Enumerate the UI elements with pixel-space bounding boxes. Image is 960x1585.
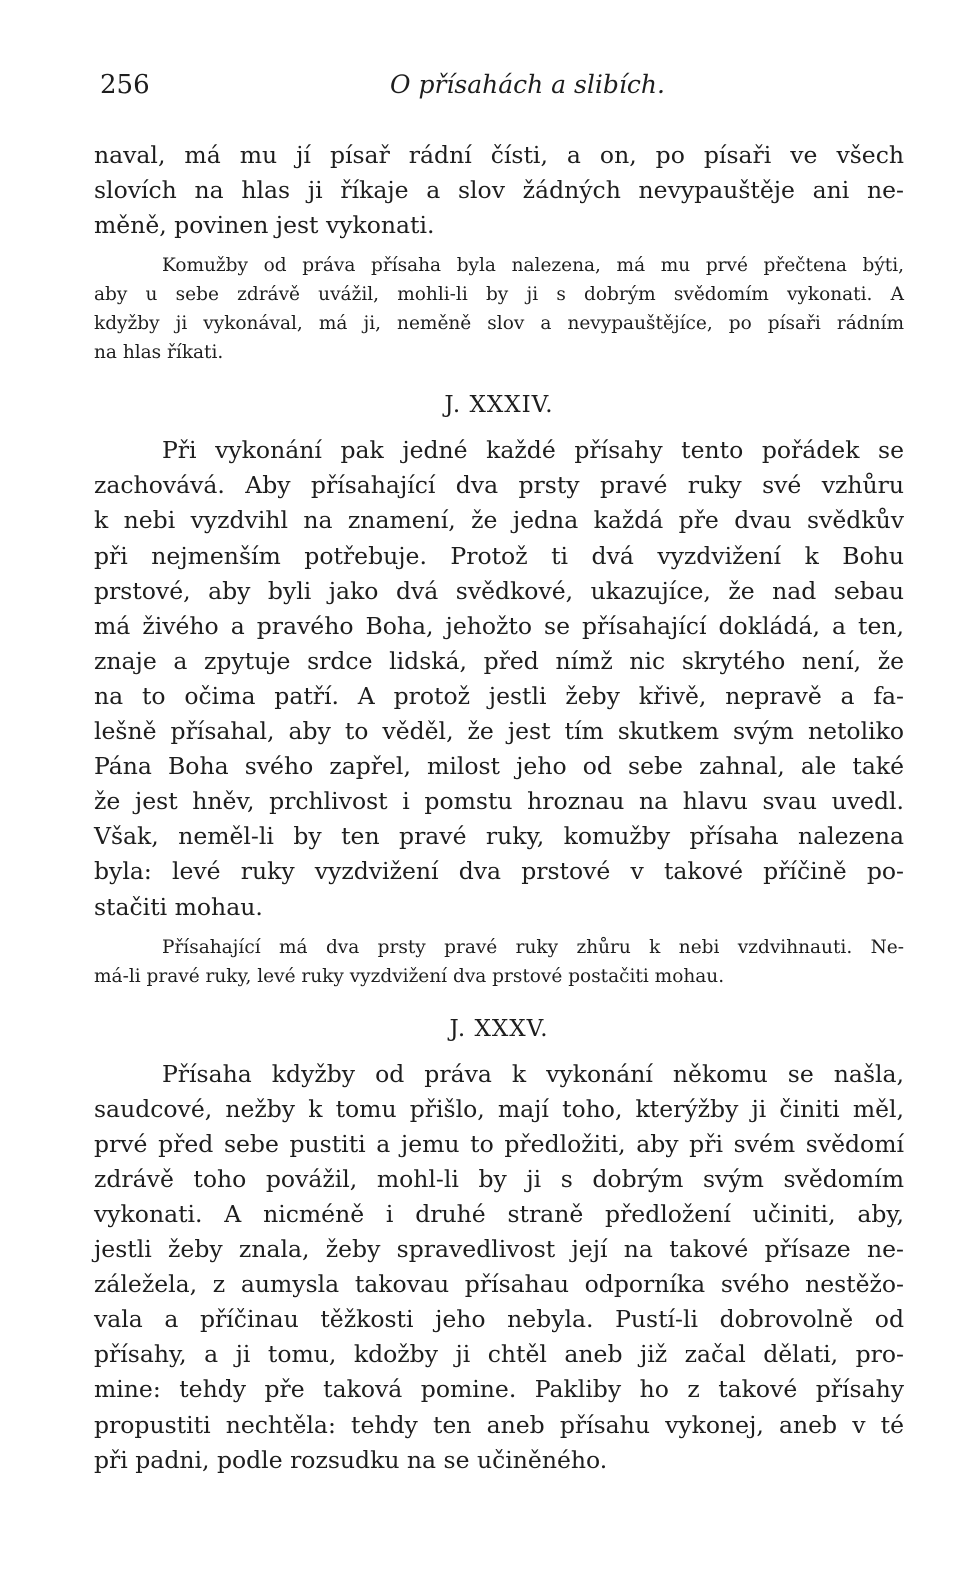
text-line: měně, povinen jest vykonati.	[94, 211, 435, 240]
text-line: Při vykonání pak jedné každé přísahy tento pořádek se	[162, 436, 904, 465]
marginal-summary	[94, 251, 904, 367]
page-header	[100, 70, 900, 110]
text-line: zdrávě toho povážil, mohl-li by ji s dobrým svým svědomím	[94, 1164, 904, 1193]
text-line: k nebi vyzdvihl na znamení, že jedna každá pře dvau svědkův	[94, 506, 904, 535]
text-line: lešně přísahal, aby to věděl, že jest tím skutkem svým netoliko	[94, 717, 904, 746]
text-line: na hlas říkati.	[94, 342, 224, 364]
section-heading: J. XXXIV.	[444, 392, 554, 419]
text-line: Komužby od práva přísaha byla nalezena, má mu prvé přečtena býti,	[162, 255, 904, 277]
text-line: naval, má mu jí písař rádní čísti, a on, po písaři ve všech	[94, 141, 904, 169]
text-line: stačiti mohau.	[94, 892, 263, 921]
text-line: má-li pravé ruky, levé ruky vyzdvižení dva prstové postačiti mohau.	[94, 965, 725, 987]
text-line: zachovává. Aby přísahající dva prsty pravé ruky své vzhůru	[94, 471, 904, 500]
text-line: na to očima patří. A protož jestli žeby křivě, nepravě a fa-	[94, 681, 904, 710]
text-line: znaje a zpytuje srdce lidská, před nímž nic skrytého není, že	[94, 646, 904, 675]
text-line: má živého a pravého Boha, jehožto se přísahající dokládá, a ten,	[94, 611, 904, 640]
text-line: že jest hněv, prchlivost i pomstu hroznau na hlavu svau uvedl.	[94, 787, 904, 816]
text-line: záležela, z aumysla takovau přísahau odporníka svého nestěžo-	[94, 1270, 904, 1299]
text-line: vykonati. A nicméně i druhé straně předložení učiniti, aby,	[94, 1199, 904, 1228]
text-line: kdyžby ji vykonával, má ji, neměně slov a nevypauštějíce, po písaři rádním	[94, 313, 904, 335]
text-line: přísahy, a ji tomu, kdožby ji chtěl aneb již začal dělati, pro-	[94, 1340, 904, 1369]
marginal-summary	[94, 933, 904, 991]
text-line: Přísaha kdyžby od práva k vykonání někomu se našla,	[162, 1059, 904, 1088]
text-line: aby u sebe zdrávě uvážil, mohli-li by ji s dobrým svědomím vykonati. A	[94, 284, 904, 306]
text-line: prstové, aby byli jako dvá svědkové, ukazujíce, že nad sebau	[94, 576, 904, 605]
text-line: Však, neměl-li by ten pravé ruky, komužby přísaha nalezena	[94, 822, 904, 851]
paragraph	[94, 1057, 904, 1478]
text-line: byla: levé ruky vyzdvižení dva prstové v takové příčině po-	[94, 857, 904, 886]
text-line: propustiti nechtěla: tehdy ten aneb přísahu vykonej, aneb v té	[94, 1410, 904, 1439]
text-line: Přísahající má dva prsty pravé ruky zhůru k nebi vzdvihnauti. Ne-	[162, 936, 904, 958]
text-line: Pána Boha svého zapřel, milost jeho od sebe zahnal, ale také	[94, 752, 904, 781]
text-line: mine: tehdy pře taková pomine. Pakliby ho z takové přísahy	[94, 1375, 904, 1404]
running-title: O přísahách a slibích.	[390, 70, 665, 99]
text-line: prvé před sebe pustiti a jemu to předložiti, aby při svém svědomí	[94, 1129, 904, 1158]
text-line: saudcové, nežby k tomu přišlo, mají toho, kterýžby ji činiti měl,	[94, 1094, 904, 1123]
text-line: při padni, podle rozsudku na se učiněného.	[94, 1445, 608, 1474]
page-content	[94, 138, 904, 1478]
paragraph	[94, 138, 904, 243]
text-line: vala a příčinau těžkosti jeho nebyla. Pustí-li dobrovolně od	[94, 1305, 904, 1334]
text-line: jestli žeby znala, žeby spravedlivost její na takové přísaze ne-	[94, 1235, 904, 1264]
text-line: při nejmenším potřebuje. Protož ti dvá vyzdvižení k Bohu	[94, 541, 904, 570]
paragraph	[94, 433, 904, 924]
page-number: 256	[100, 70, 150, 100]
text-line: slovích na hlas ji říkaje a slov žádných nevypauštěje ani ne-	[94, 176, 904, 205]
section-heading: J. XXXV.	[449, 1015, 549, 1042]
